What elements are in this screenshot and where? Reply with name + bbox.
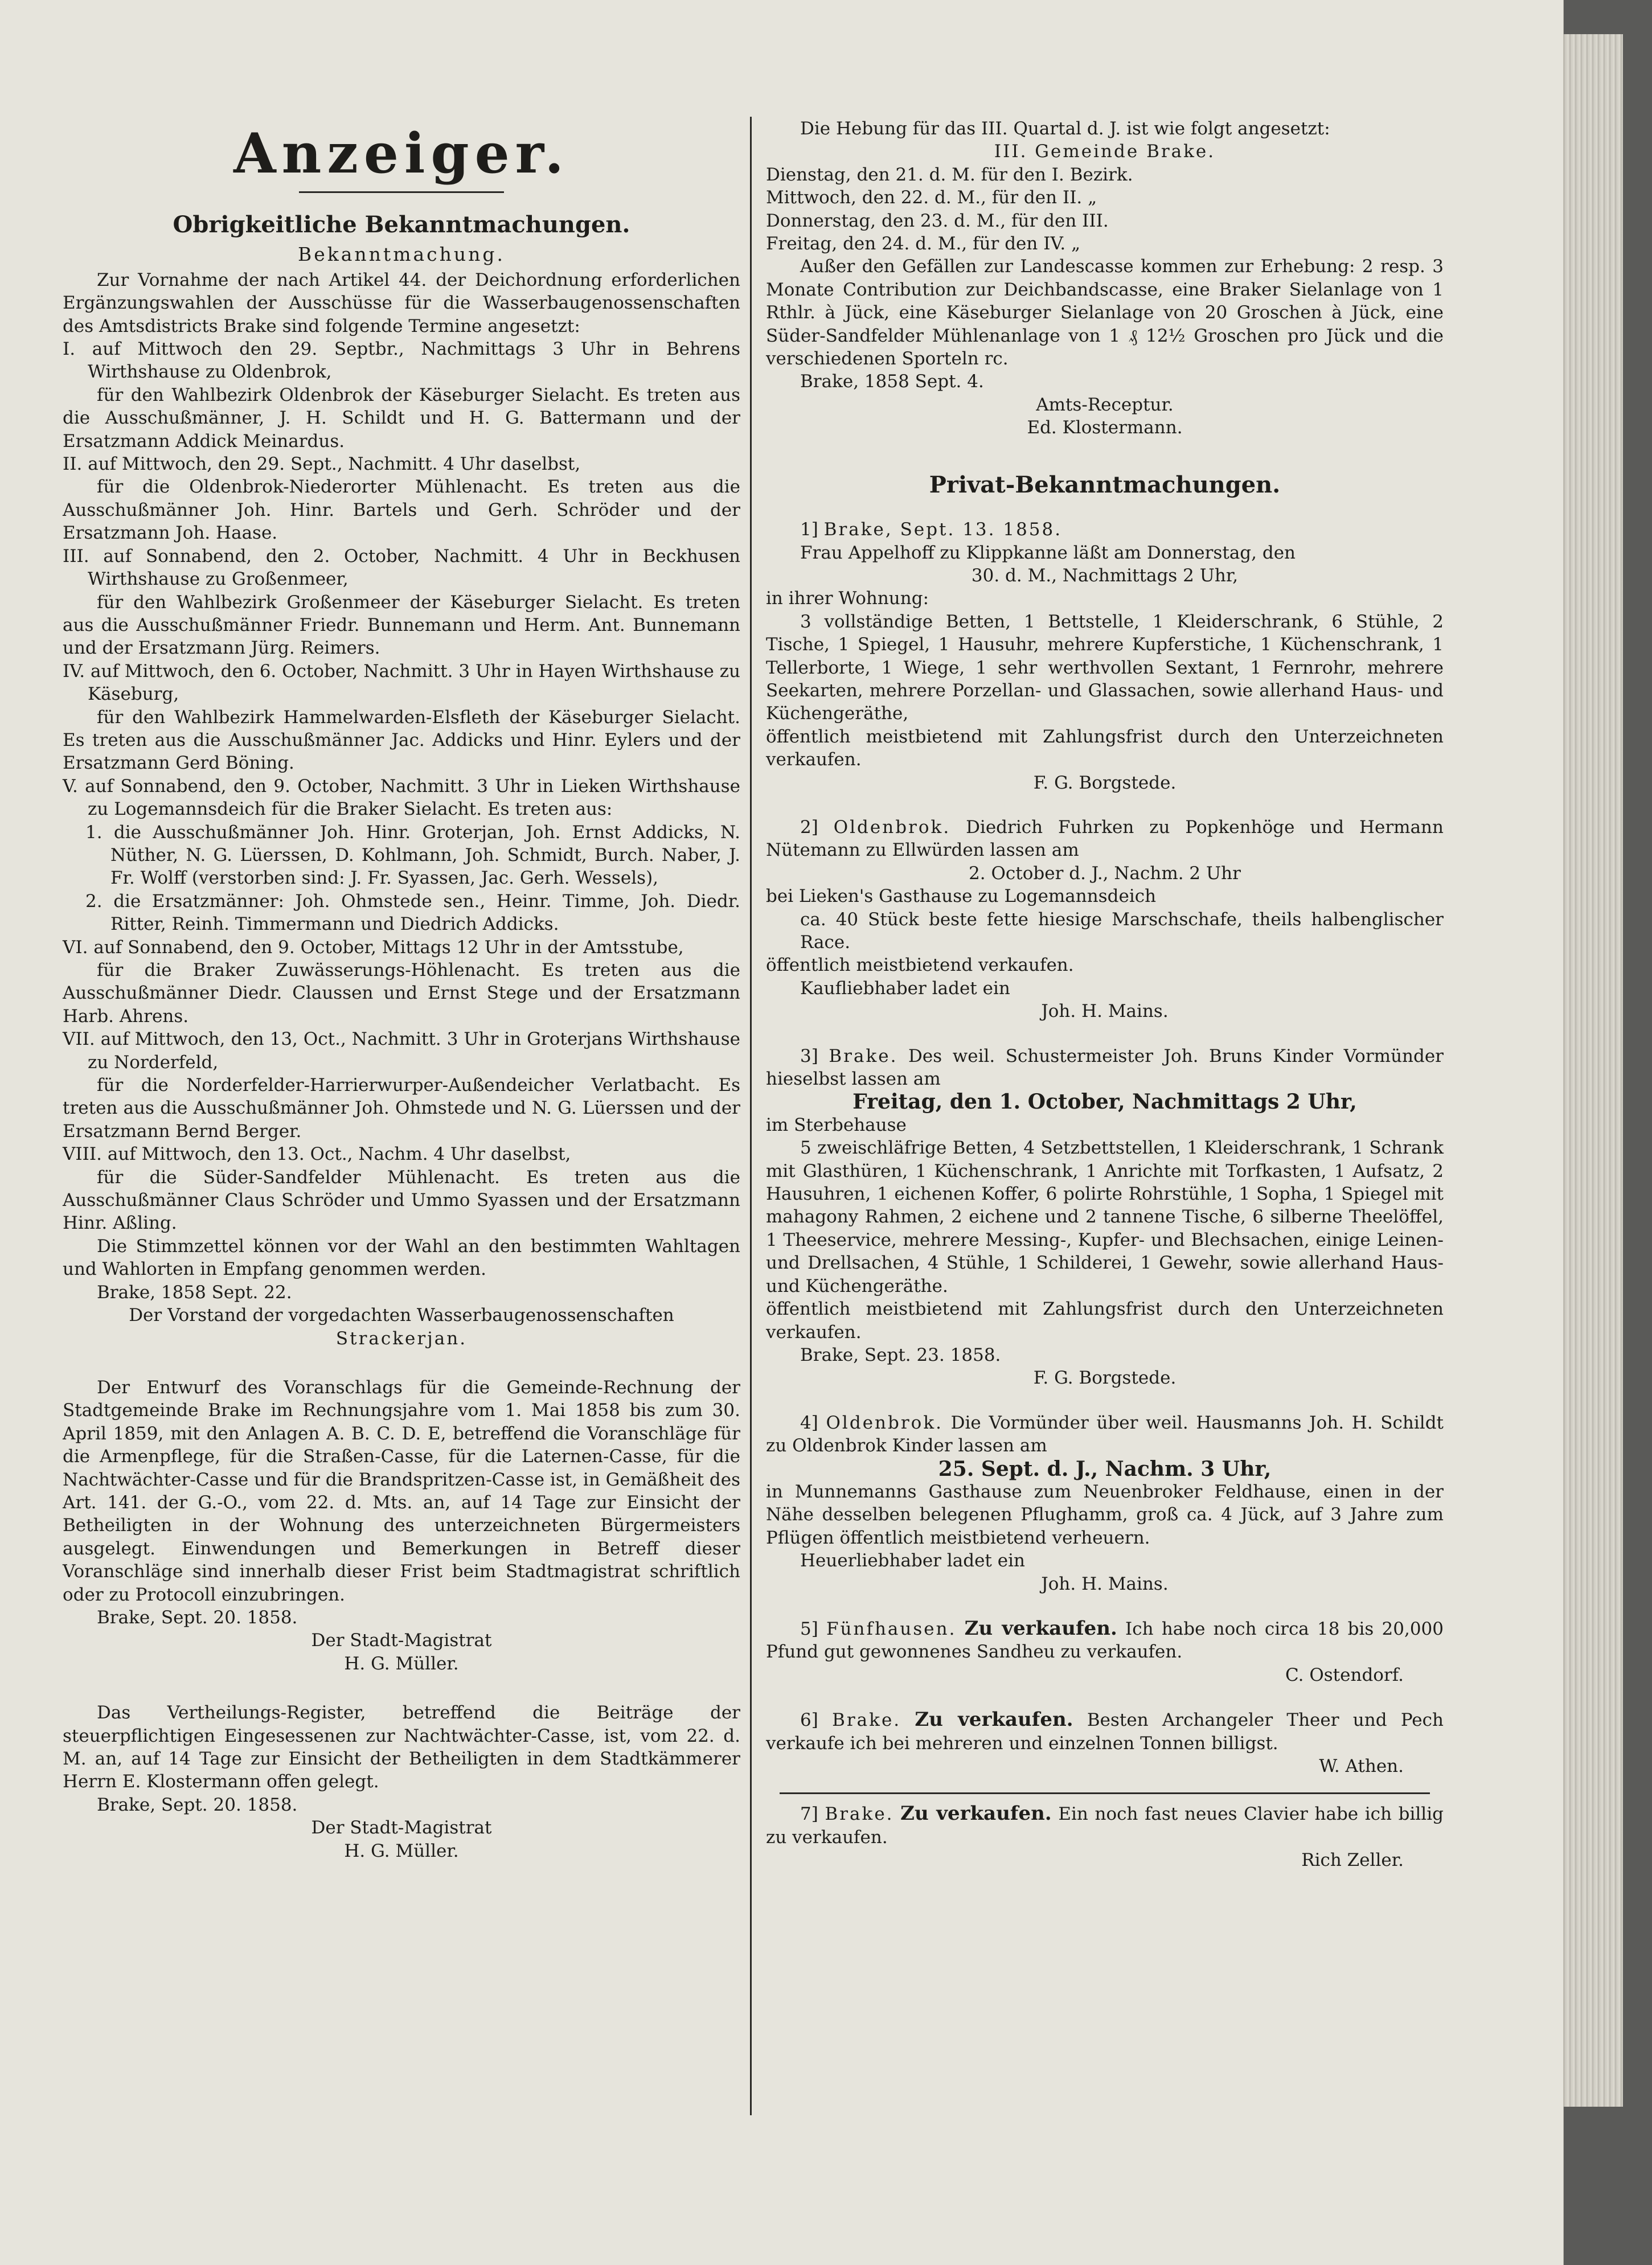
notice-place-date: Brake, 1858 Sept. 22.	[97, 1282, 292, 1303]
term-text: II. auf Mittwoch, den 29. Sept., Nachmitt. 4 Uhr daselbst,	[63, 454, 581, 475]
tax-row-1: Dienstag, den 21. d. M. für den I. Bezirk.	[766, 164, 1133, 185]
register-notice-signer: H. G. Müller.	[344, 1840, 459, 1861]
term-detail: für den Wahlbezirk Großenmeer der Käseburger Sielacht. Es treten aus die Ausschußmänner Friedr. Bunnemann und Herm. Ant. Bunnemann und der Ersatzmann Jürg. Reimers.	[63, 592, 740, 659]
tax-row-3: Donnerstag, den 23. d. M., für den III.	[766, 210, 1109, 231]
ad-head: Brake.	[825, 1804, 894, 1825]
budget-notice-signer: H. G. Müller.	[344, 1653, 459, 1674]
ad-signer: Joh. H. Mains.	[1041, 1573, 1169, 1594]
ad-number: 5]	[800, 1618, 818, 1639]
register-notice-place-date: Brake, Sept. 20. 1858.	[97, 1794, 298, 1815]
ad-date: 25. Sept. d. J., Nachm. 3 Uhr,	[938, 1456, 1272, 1481]
term-detail: für die Oldenbrok-Niederorter Mühlenacht. Es treten aus die Ausschußmänner Joh. Hinr. Bartels und Gerh. Schröder und der Ersatzmann Joh. Haase.	[63, 477, 740, 544]
ad-line: Frau Appelhoff zu Klippkanne läßt am Donnerstag, den	[800, 542, 1296, 563]
term-text: VIII. auf Mittwoch, den 13. Oct., Nachm. 4 Uhr daselbst,	[63, 1144, 571, 1165]
tax-intro: Die Hebung für das III. Quartal d. J. ist wie folgt angesetzt:	[800, 118, 1330, 139]
tax-heading: III. Gemeinde Brake.	[994, 141, 1216, 162]
ad-emphasis: Zu verkaufen.	[900, 1802, 1052, 1825]
election-term-3	[63, 545, 740, 660]
ad-text: Besten Archangeler Theer und Pech verkaufe ich bei mehreren und einzelnen Tonnen billigst.	[766, 1710, 1444, 1754]
ad-4	[766, 1411, 1444, 1595]
section-title-official: Obrigkeitliche Bekanntmachungen.	[173, 211, 630, 238]
term-detail: für die Norderfelder-Harrierwurper-Außendeicher Verlatbacht. Es treten aus die Ausschußmänner Joh. Ohmstede und N. G. Lüerssen und der Ersatzmann Bernd Berger.	[63, 1075, 740, 1142]
term-text: VI. auf Sonnabend, den 9. October, Mittags 12 Uhr in der Amtsstube,	[63, 937, 684, 958]
ad-5	[766, 1617, 1444, 1687]
term-text: IV. auf Mittwoch, den 6. October, Nachmitt. 3 Uhr in Hayen Wirthshause zu Käseburg,	[63, 660, 740, 705]
ad-line: Diedrich Fuhrken zu Popkenhöge und Hermann Nütemann zu Ellwürden lassen am	[766, 816, 1444, 861]
notice-intro: Zur Vornahme der nach Artikel 44. der Deichordnung erforderlichen Ergänzungswahlen der Ausschüsse für die Wasserbaugenossenschaften des Amtsdistricts Brake sind folgende Termine angesetzt:	[63, 269, 740, 337]
ad-signer: W. Athen.	[1319, 1756, 1404, 1776]
sub-item-2: 2. die Ersatzmänner: Joh. Ohmstede sen., Heinr. Timme, Joh. Diedr. Ritter, Reinh. Timmermann und Diedrich Addicks.	[85, 891, 740, 935]
left-column	[63, 108, 740, 1862]
tax-text: Außer den Gefällen zur Landescasse kommen zur Erhebung: 2 resp. 3 Monate Contribution zur Deichbandscasse, eine Braker Sielanlage von 1 Rthlr. à Jück, eine Käseburger Sielanlage von 20 Groschen à Jück, eine Süder-Sandfelder Mühlenanlage von 1 ₰ 12½ Groschen pro Jück und die verschiedenen Sporteln rc.	[766, 256, 1444, 370]
section-title-private: Privat-Bekanntmachungen.	[929, 471, 1281, 498]
term-detail: für den Wahlbezirk Oldenbrok der Käseburger Sielacht. Es treten aus die Ausschußmänner, J. H. Schildt und H. G. Battermann und der Ersatzmann Addick Meinardus.	[63, 384, 740, 452]
notice-signer: Strackerjan.	[335, 1328, 468, 1349]
tax-place-date: Brake, 1858 Sept. 4.	[800, 371, 984, 392]
ad-emphasis: Zu verkaufen.	[915, 1708, 1073, 1731]
tax-signer-line: Amts-Receptur.	[1036, 394, 1174, 415]
ad-line: Heuerliebhaber ladet ein	[800, 1550, 1025, 1571]
ad-7	[766, 1802, 1444, 1872]
ad-line: öffentlich meistbietend mit Zahlungsfrist durch den Unterzeichneten verkaufen.	[766, 1299, 1444, 1343]
term-text: III. auf Sonnabend, den 2. October, Nachmitt. 4 Uhr in Beckhusen Wirthshause zu Großenmeer,	[63, 545, 740, 590]
ad-rule	[780, 1792, 1430, 1794]
ad-head: Brake.	[829, 1045, 898, 1066]
ad-number: 1]	[800, 519, 818, 540]
election-term-8	[63, 1143, 740, 1235]
ad-head: Oldenbrok.	[833, 816, 951, 838]
election-term-6	[63, 936, 740, 1028]
masthead: Anzeiger.	[233, 121, 569, 186]
ad-6	[766, 1708, 1444, 1778]
notice-closing: Die Stimmzettel können vor der Wahl an den bestimmten Wahltagen und Wahlorten in Empfang genommen werden.	[63, 1236, 740, 1280]
ad-items: in Munnemanns Gasthause zum Neuenbroker Feldhause, einen in der Nähe desselben belegenen Pflughamm, groß ca. 4 Jück, auf 3 Jahre zum Pflügen öffentlich meistbietend verheuern.	[766, 1481, 1444, 1548]
masthead-rule	[299, 191, 504, 193]
election-term-2	[63, 453, 740, 545]
term-text: I. auf Mittwoch den 29. Septbr., Nachmittags 3 Uhr in Behrens Wirthshause zu Oldenbrok,	[63, 339, 740, 383]
ad-line: öffentlich meistbietend verkaufen.	[766, 955, 1074, 976]
term-detail: für die Süder-Sandfelder Mühlenacht. Es treten aus die Ausschußmänner Claus Schröder und Ummo Syassen und der Ersatzmann Hinr. Aßling.	[63, 1167, 740, 1234]
ad-line: Kaufliebhaber ladet ein	[800, 978, 1010, 999]
ad-signer: F. G. Borgstede.	[1033, 772, 1177, 793]
election-term-5	[63, 775, 740, 936]
budget-notice-text: Der Entwurf des Voranschlags für die Gemeinde-Rechnung der Stadtgemeinde Brake im Rechnungsjahre vom 1. Mai 1858 bis zum 30. April 1859, mit den Anlagen A. B. C. D. E, betreffend die Voranschläge für die Armenpflege, für die Straßen-Casse, für die Laternen-Casse, für die Nachtwächter-Casse und für die Brandspritzen-Casse ist, in Gemäßheit des Art. 141. der G.-O., vom 22. d. Mts. an, auf 14 Tage zur Einsicht der Betheiligten in der Wohnung des unterzeichneten Bürgermeisters ausgelegt. Einwendungen und Bemerkungen in Betreff dieser Voranschläge sind innerhalb dieser Frist beim Stadtmagistrat schriftlich oder zu Protocoll einzubringen.	[63, 1377, 740, 1605]
election-term-7	[63, 1028, 740, 1143]
ad-signer: Rich Zeller.	[1301, 1850, 1404, 1871]
ad-line: Des weil. Schustermeister Joh. Bruns Kinder Vormünder hieselbst lassen am	[766, 1045, 1444, 1090]
ad-number: 6]	[800, 1710, 818, 1731]
ad-items: ca. 40 Stück beste fette hiesige Marschschafe, theils halbenglischer Race.	[800, 909, 1444, 953]
budget-notice-signer-line: Der Stadt-Magistrat	[311, 1630, 492, 1651]
ad-date: 2. October d. J., Nachm. 2 Uhr	[969, 863, 1241, 884]
notice-signer-line: Der Vorstand der vorgedachten Wasserbaugenossenschaften	[129, 1305, 674, 1326]
term-text: VII. auf Mittwoch, den 13, Oct., Nachmitt. 3 Uhr in Groterjans Wirthshause zu Norderfeld,	[63, 1029, 740, 1073]
ad-emphasis: Zu verkaufen.	[964, 1616, 1117, 1640]
ad-signer: Joh. H. Mains.	[1041, 1001, 1169, 1022]
column-divider	[750, 117, 752, 2115]
ad-number: 4]	[800, 1412, 818, 1433]
ad-line: bei Lieken's Gasthause zu Logemannsdeich	[766, 886, 1157, 907]
term-text: V. auf Sonnabend, den 9. October, Nachmitt. 3 Uhr in Lieken Wirthshause zu Logemannsdeich für die Braker Sielacht. Es treten aus:	[63, 775, 741, 820]
ad-head: Oldenbrok.	[826, 1412, 943, 1433]
ad-number: 2]	[800, 816, 818, 838]
ad-head: Fünfhausen.	[826, 1618, 957, 1639]
ad-signer: C. Ostendorf.	[1285, 1664, 1404, 1685]
ad-head: Brake.	[832, 1710, 901, 1731]
ad-signer: F. G. Borgstede.	[1033, 1368, 1177, 1389]
ad-text: Ich habe noch circa 18 bis 20,000 Pfund gut gewonnenes Sandheu zu verkaufen.	[766, 1618, 1444, 1663]
tax-signer: Ed. Klostermann.	[1027, 417, 1183, 438]
ad-1	[766, 518, 1444, 794]
sub-item-1: 1. die Ausschußmänner Joh. Hinr. Groterjan, Joh. Ernst Addicks, N. Nüther, N. G. Lüerssen, D. Kohlmann, Joh. Schmidt, Burch. Naber, J. Fr. Wolff (verstorben sind: J. Fr. Syassen, Jac. Gerh. Wessels),	[85, 822, 740, 889]
ad-line: Die Vormünder über weil. Hausmanns Joh. H. Schildt zu Oldenbrok Kinder lassen am	[766, 1412, 1444, 1456]
tax-row-4: Freitag, den 24. d. M., für den IV. „	[766, 233, 1081, 255]
election-term-1	[63, 338, 740, 453]
ad-head: Brake, Sept. 13. 1858.	[823, 519, 1063, 540]
register-notice-text: Das Vertheilungs-Register, betreffend die Beiträge der steuerpflichtigen Eingesessenen zur Nachtwächter-Casse, ist, vom 22. d. M. an, auf 14 Tage zur Einsicht der Betheiligten in dem Stadtkämmerer Herrn E. Klostermann offen gelegt.	[63, 1702, 740, 1792]
ad-place-date: Brake, Sept. 23. 1858.	[800, 1344, 1001, 1365]
budget-notice-place-date: Brake, Sept. 20. 1858.	[97, 1607, 298, 1628]
ad-2	[766, 816, 1444, 1023]
register-notice-signer-line: Der Stadt-Magistrat	[311, 1817, 492, 1839]
ad-number: 7]	[800, 1804, 818, 1825]
ad-items: 3 vollständige Betten, 1 Bettstelle, 1 Kleiderschrank, 6 Stühle, 2 Tische, 1 Spiegel, 1 Hausuhr, mehrere Kupferstiche, 1 Küchenschrank, 1 Tellerborte, 1 Wiege, 1 sehr werthvollen Sextant, 1 Fernrohr, mehrere Seekarten, mehrere Porzellan- und Glassachen, sowie allerhand Haus- und Küchengeräthe,	[766, 611, 1444, 724]
ad-date: Freitag, den 1. October, Nachmittags 2 Uhr,	[852, 1090, 1357, 1114]
ad-line: öffentlich meistbietend mit Zahlungsfrist durch den Unterzeichneten verkaufen.	[766, 726, 1444, 770]
ad-3	[766, 1045, 1444, 1390]
election-term-4	[63, 660, 740, 775]
ad-line: in ihrer Wohnung:	[766, 588, 929, 609]
notice-title: Bekanntmachung.	[297, 243, 506, 266]
ad-number: 3]	[800, 1045, 818, 1066]
ad-text: Ein noch fast neues Clavier habe ich billig zu verkaufen.	[766, 1804, 1444, 1848]
ad-date: 30. d. M., Nachmittags 2 Uhr,	[971, 565, 1239, 586]
term-detail: für die Braker Zuwässerungs-Höhlenacht. Es treten aus die Ausschußmänner Diedr. Claussen und Ernst Stege und der Ersatzmann Harb. Ahrens.	[63, 960, 740, 1027]
ad-line: im Sterbehause	[766, 1114, 907, 1135]
right-column	[766, 108, 1444, 1872]
term-detail: für den Wahlbezirk Hammelwarden-Elsfleth der Käseburger Sielacht. Es treten aus die Ausschußmänner Jac. Addicks und Hinr. Eylers und der Ersatzmann Gerd Böning.	[63, 707, 740, 774]
tax-row-2: Mittwoch, den 22. d. M., für den II. „	[766, 187, 1097, 208]
ad-items: 5 zweischläfrige Betten, 4 Setzbettstellen, 1 Kleiderschrank, 1 Schrank mit Glasthüren, 1 Küchenschrank, 1 Anrichte mit Torfkasten, 1 Aufsatz, 2 Hausuhren, 1 eichenen Koffer, 6 polirte Rohrstühle, 1 Sopha, 1 Spiegel mit mahagony Rahmen, 2 eichene und 2 tannene Tische, 6 silberne Theelöffel, 1 Theeservice, mehrere Messing-, Kupfer- und Blechsachen, einige Leinen- und Drellsachen, 4 Stühle, 1 Schilderei, 1 Gewehr, sowie allerhand Haus- und Küchengeräthe.	[766, 1138, 1444, 1296]
